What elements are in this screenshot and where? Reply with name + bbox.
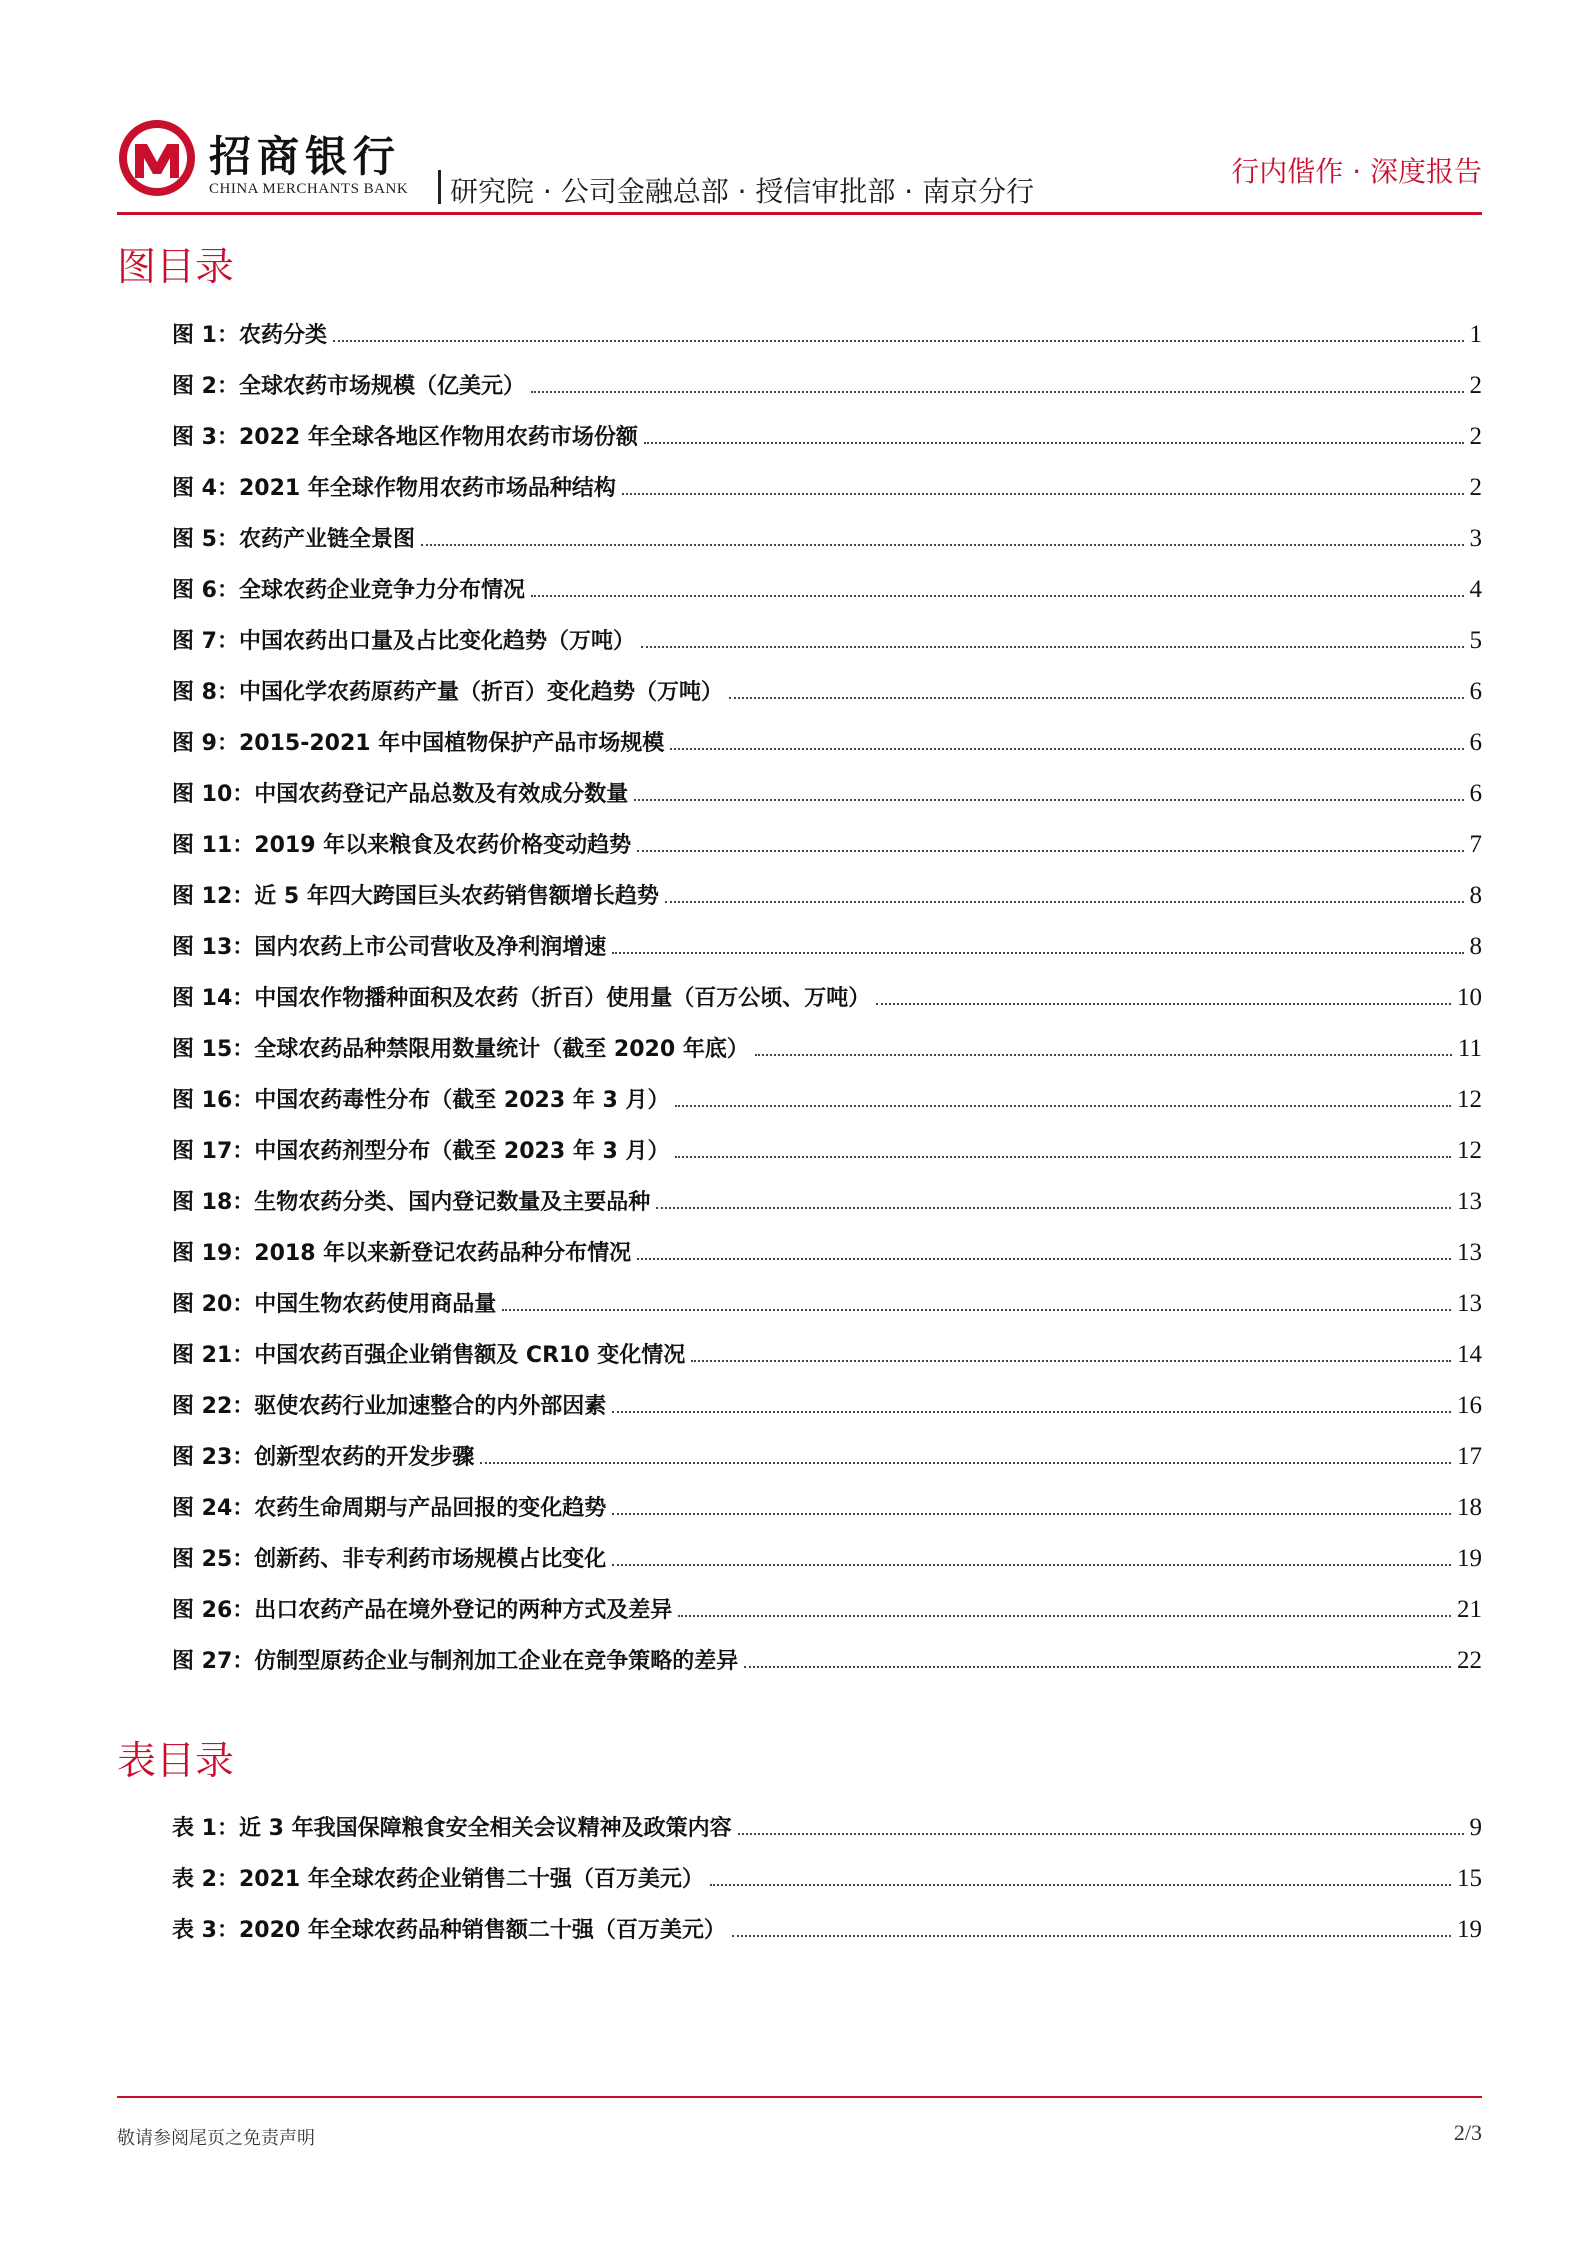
figures-toc-list bbox=[172, 298, 1482, 1675]
toc-entry-page: 13 bbox=[1457, 1239, 1482, 1266]
toc-entry[interactable] bbox=[172, 553, 1482, 604]
toc-entry-label: 图 25：创新药、非专利药市场规模占比变化 bbox=[172, 1547, 607, 1572]
toc-dot-leader bbox=[641, 646, 1464, 648]
toc-dot-leader bbox=[531, 595, 1464, 597]
toc-entry-page: 2 bbox=[1469, 474, 1482, 501]
toc-entry-label: 图 16：中国农药毒性分布（截至 2023 年 3 月） bbox=[172, 1088, 670, 1113]
toc-entry[interactable] bbox=[172, 961, 1482, 1012]
header-rule bbox=[117, 212, 1482, 215]
toc-entry-label: 图 2：全球农药市场规模（亿美元） bbox=[172, 374, 525, 399]
toc-entry[interactable] bbox=[172, 655, 1482, 706]
toc-dot-leader bbox=[710, 1884, 1451, 1886]
toc-entry-page: 2 bbox=[1469, 423, 1482, 450]
toc-entry-page: 6 bbox=[1469, 678, 1482, 705]
toc-dot-leader bbox=[678, 1615, 1451, 1617]
toc-entry-label: 图 21：中国农药百强企业销售额及 CR10 变化情况 bbox=[172, 1343, 686, 1368]
toc-entry-label: 图 6：全球农药企业竞争力分布情况 bbox=[172, 578, 525, 603]
toc-entry[interactable] bbox=[172, 1893, 1482, 1944]
toc-entry-page: 17 bbox=[1457, 1443, 1482, 1470]
header-divider bbox=[438, 170, 441, 204]
toc-entry-page: 1 bbox=[1469, 321, 1482, 348]
toc-entry-label: 图 26：出口农药产品在境外登记的两种方式及差异 bbox=[172, 1598, 673, 1623]
toc-dot-leader bbox=[732, 1935, 1451, 1937]
toc-dot-leader bbox=[675, 1156, 1451, 1158]
toc-entry[interactable] bbox=[172, 1114, 1482, 1165]
toc-entry-page: 13 bbox=[1457, 1290, 1482, 1317]
toc-entry-label: 图 17：中国农药剂型分布（截至 2023 年 3 月） bbox=[172, 1139, 670, 1164]
toc-dot-leader bbox=[333, 340, 1464, 342]
toc-dot-leader bbox=[637, 1258, 1451, 1260]
toc-entry[interactable] bbox=[172, 1573, 1482, 1624]
toc-entry-label: 图 15：全球农药品种禁限用数量统计（截至 2020 年底） bbox=[172, 1037, 749, 1062]
toc-dot-leader bbox=[612, 1564, 1451, 1566]
report-tag: 行内偕作 · 深度报告 bbox=[1231, 155, 1482, 188]
toc-entry-label: 图 23：创新型农药的开发步骤 bbox=[172, 1445, 475, 1470]
toc-entry[interactable] bbox=[172, 1842, 1482, 1893]
toc-entry-page: 19 bbox=[1457, 1916, 1482, 1943]
toc-entry[interactable] bbox=[172, 1624, 1482, 1675]
toc-entry-label: 图 8：中国化学农药原药产量（折百）变化趋势（万吨） bbox=[172, 680, 723, 705]
toc-entry[interactable] bbox=[172, 400, 1482, 451]
toc-dot-leader bbox=[637, 850, 1463, 852]
toc-dot-leader bbox=[531, 391, 1464, 393]
footer-page-number: 2/3 bbox=[1453, 2120, 1482, 2145]
toc-entry[interactable] bbox=[172, 1471, 1482, 1522]
toc-entry-label: 图 18：生物农药分类、国内登记数量及主要品种 bbox=[172, 1190, 651, 1215]
toc-entry-page: 12 bbox=[1457, 1086, 1482, 1113]
toc-entry-label: 图 4：2021 年全球作物用农药市场品种结构 bbox=[172, 476, 616, 501]
toc-dot-leader bbox=[612, 952, 1463, 954]
toc-entry[interactable] bbox=[172, 1369, 1482, 1420]
toc-entry[interactable] bbox=[172, 1522, 1482, 1573]
tables-toc-title: 表目录 bbox=[117, 1739, 235, 1784]
toc-entry-label: 图 14：中国农作物播种面积及农药（折百）使用量（百万公顷、万吨） bbox=[172, 986, 871, 1011]
tables-toc-list bbox=[172, 1791, 1482, 1944]
toc-entry[interactable] bbox=[172, 1012, 1482, 1063]
toc-dot-leader bbox=[612, 1513, 1451, 1515]
toc-dot-leader bbox=[675, 1105, 1451, 1107]
toc-entry-label: 图 3：2022 年全球各地区作物用农药市场份额 bbox=[172, 425, 638, 450]
toc-entry-page: 12 bbox=[1457, 1137, 1482, 1164]
toc-dot-leader bbox=[738, 1833, 1464, 1835]
toc-entry[interactable] bbox=[172, 1318, 1482, 1369]
toc-entry[interactable] bbox=[172, 298, 1482, 349]
toc-entry-label: 图 7：中国农药出口量及占比变化趋势（万吨） bbox=[172, 629, 635, 654]
toc-entry-label: 图 1：农药分类 bbox=[172, 323, 327, 348]
toc-entry-page: 7 bbox=[1469, 831, 1482, 858]
brand-name-cn: 招商银行 bbox=[209, 132, 402, 181]
toc-entry-page: 15 bbox=[1457, 1865, 1482, 1892]
toc-entry-page: 16 bbox=[1457, 1392, 1482, 1419]
toc-entry-page: 13 bbox=[1457, 1188, 1482, 1215]
toc-entry-label: 图 22：驱使农药行业加速整合的内外部因素 bbox=[172, 1394, 607, 1419]
figures-toc-title: 图目录 bbox=[117, 245, 235, 290]
toc-entry-page: 19 bbox=[1457, 1545, 1482, 1572]
toc-entry-page: 14 bbox=[1457, 1341, 1482, 1368]
toc-entry[interactable] bbox=[172, 757, 1482, 808]
toc-entry-label: 图 24：农药生命周期与产品回报的变化趋势 bbox=[172, 1496, 607, 1521]
toc-entry[interactable] bbox=[172, 349, 1482, 400]
toc-dot-leader bbox=[644, 442, 1464, 444]
toc-dot-leader bbox=[622, 493, 1464, 495]
toc-entry-page: 18 bbox=[1457, 1494, 1482, 1521]
toc-entry[interactable] bbox=[172, 604, 1482, 655]
toc-entry-page: 8 bbox=[1469, 882, 1482, 909]
toc-entry-page: 6 bbox=[1469, 729, 1482, 756]
toc-entry-page: 9 bbox=[1469, 1814, 1482, 1841]
toc-entry-page: 5 bbox=[1469, 627, 1482, 654]
toc-dot-leader bbox=[876, 1003, 1451, 1005]
footer-rule bbox=[117, 2096, 1482, 2098]
toc-entry[interactable] bbox=[172, 910, 1482, 961]
departments: 研究院 · 公司金融总部 · 授信审批部 · 南京分行 bbox=[450, 175, 1035, 208]
footer-disclaimer: 敬请参阅尾页之免责声明 bbox=[117, 2128, 315, 2149]
toc-dot-leader bbox=[612, 1411, 1451, 1413]
toc-entry-label: 图 12：近 5 年四大跨国巨头农药销售额增长趋势 bbox=[172, 884, 659, 909]
toc-dot-leader bbox=[480, 1462, 1451, 1464]
toc-dot-leader bbox=[665, 901, 1464, 903]
toc-entry-page: 10 bbox=[1457, 984, 1482, 1011]
toc-entry[interactable] bbox=[172, 808, 1482, 859]
toc-entry[interactable] bbox=[172, 1063, 1482, 1114]
toc-entry[interactable] bbox=[172, 1420, 1482, 1471]
toc-dot-leader bbox=[755, 1054, 1452, 1056]
toc-entry[interactable] bbox=[172, 451, 1482, 502]
toc-entry-label: 图 5：农药产业链全景图 bbox=[172, 527, 415, 552]
toc-dot-leader bbox=[634, 799, 1463, 801]
toc-entry[interactable] bbox=[172, 1216, 1482, 1267]
toc-entry-page: 8 bbox=[1469, 933, 1482, 960]
toc-entry[interactable] bbox=[172, 1791, 1482, 1842]
toc-entry-label: 图 11：2019 年以来粮食及农药价格变动趋势 bbox=[172, 833, 632, 858]
toc-dot-leader bbox=[729, 697, 1464, 699]
toc-entry-label: 图 9：2015-2021 年中国植物保护产品市场规模 bbox=[172, 731, 665, 756]
toc-entry-page: 11 bbox=[1457, 1035, 1482, 1062]
toc-dot-leader bbox=[656, 1207, 1451, 1209]
toc-entry-label: 表 3：2020 年全球农药品种销售额二十强（百万美元） bbox=[172, 1918, 726, 1943]
toc-entry[interactable] bbox=[172, 502, 1482, 553]
toc-entry-page: 21 bbox=[1457, 1596, 1482, 1623]
toc-dot-leader bbox=[691, 1360, 1451, 1362]
toc-entry[interactable] bbox=[172, 859, 1482, 910]
toc-dot-leader bbox=[744, 1666, 1451, 1668]
page-header bbox=[117, 118, 1482, 213]
toc-entry-label: 图 19：2018 年以来新登记农药品种分布情况 bbox=[172, 1241, 632, 1266]
toc-entry-page: 2 bbox=[1469, 372, 1482, 399]
toc-entry-label: 图 10：中国农药登记产品总数及有效成分数量 bbox=[172, 782, 629, 807]
toc-entry-page: 4 bbox=[1469, 576, 1482, 603]
toc-entry[interactable] bbox=[172, 706, 1482, 757]
toc-entry[interactable] bbox=[172, 1165, 1482, 1216]
toc-entry[interactable] bbox=[172, 1267, 1482, 1318]
cmb-logo-icon bbox=[117, 118, 197, 198]
toc-dot-leader bbox=[502, 1309, 1451, 1311]
toc-entry-label: 图 20：中国生物农药使用商品量 bbox=[172, 1292, 497, 1317]
toc-entry-page: 3 bbox=[1469, 525, 1482, 552]
toc-entry-label: 表 2：2021 年全球农药企业销售二十强（百万美元） bbox=[172, 1867, 704, 1892]
toc-entry-page: 22 bbox=[1457, 1647, 1482, 1674]
toc-dot-leader bbox=[421, 544, 1464, 546]
toc-dot-leader bbox=[670, 748, 1463, 750]
brand-name-en: CHINA MERCHANTS BANK bbox=[209, 181, 409, 197]
toc-entry-label: 表 1：近 3 年我国保障粮食安全相关会议精神及政策内容 bbox=[172, 1816, 732, 1841]
toc-entry-label: 图 27：仿制型原药企业与制剂加工企业在竞争策略的差异 bbox=[172, 1649, 739, 1674]
toc-entry-page: 6 bbox=[1469, 780, 1482, 807]
toc-entry-label: 图 13：国内农药上市公司营收及净利润增速 bbox=[172, 935, 607, 960]
